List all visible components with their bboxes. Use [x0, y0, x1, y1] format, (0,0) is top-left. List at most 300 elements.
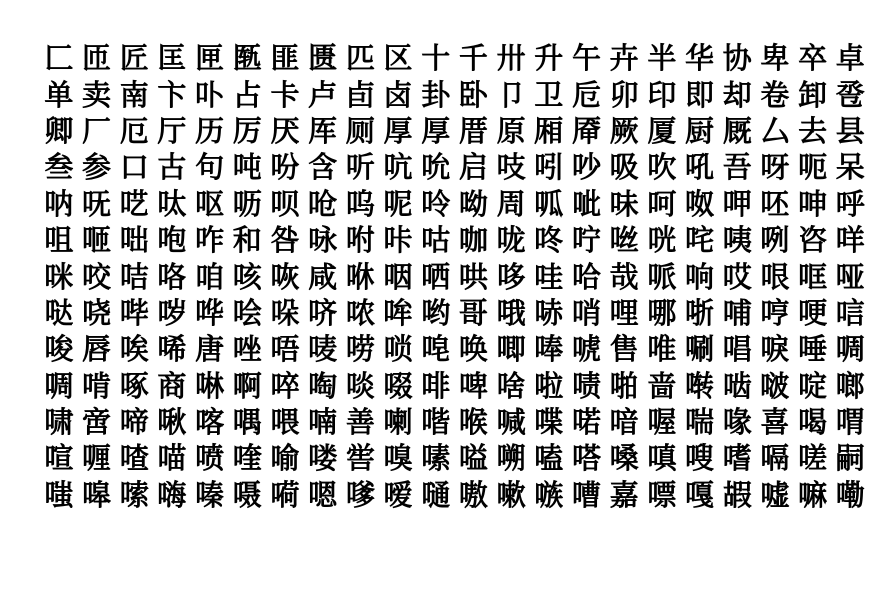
glyph-cell: 匣	[195, 41, 225, 76]
glyph-cell: 喁	[232, 405, 262, 440]
glyph-cell: 匝	[82, 41, 112, 76]
glyph-cell: 啁	[835, 332, 865, 367]
glyph-cell: 吩	[270, 150, 300, 185]
glyph-cell: 唆	[44, 332, 74, 367]
glyph-cell: 啵	[760, 368, 790, 403]
glyph-cell: 售	[609, 332, 639, 367]
glyph-cell: 嗌	[458, 441, 488, 476]
glyph-cell: 咄	[119, 223, 149, 258]
glyph-cell: 呃	[798, 150, 828, 185]
glyph-cell: 咨	[798, 223, 828, 258]
glyph-cell: 叁	[44, 150, 74, 185]
glyph-cell: 半	[647, 41, 677, 76]
glyph-cell: 哔	[119, 295, 149, 330]
glyph-cell: 嗖	[685, 441, 715, 476]
glyph-row	[40, 222, 865, 258]
glyph-cell: 啻	[82, 405, 112, 440]
glyph-cell: 厢	[534, 113, 564, 148]
glyph-cell: 嗓	[609, 441, 639, 476]
glyph-cell: 周	[496, 186, 526, 221]
glyph-cell: 咳	[232, 259, 262, 294]
glyph-cell: 呆	[835, 150, 865, 185]
glyph-cell: 唛	[308, 332, 338, 367]
glyph-cell: 味	[609, 186, 639, 221]
glyph-cell: 喷	[195, 441, 225, 476]
glyph-row	[40, 76, 865, 112]
glyph-cell: 匹	[345, 41, 375, 76]
glyph-cell: 哼	[760, 295, 790, 330]
glyph-cell: 咣	[647, 223, 677, 258]
glyph-cell: 呕	[195, 186, 225, 221]
glyph-cell: 呤	[421, 186, 451, 221]
glyph-cell: 卢	[308, 77, 338, 112]
glyph-cell: 千	[458, 41, 488, 76]
glyph-cell: 咙	[496, 223, 526, 258]
glyph-cell: 唣	[421, 332, 451, 367]
glyph-cell: 原	[496, 113, 526, 148]
glyph-cell: 咛	[571, 223, 601, 258]
glyph-cell: 卡	[270, 77, 300, 112]
glyph-row	[40, 440, 865, 476]
glyph-row	[40, 258, 865, 294]
glyph-cell: 啊	[232, 368, 262, 403]
glyph-cell: 嘏	[722, 477, 752, 512]
glyph-cell: 唑	[232, 332, 262, 367]
glyph-cell: 匠	[119, 41, 149, 76]
glyph-cell: 哧	[534, 295, 564, 330]
glyph-cell: 呵	[647, 186, 677, 221]
glyph-cell: 喔	[647, 405, 677, 440]
glyph-cell: 匡	[157, 41, 187, 76]
glyph-cell: 卧	[458, 77, 488, 112]
glyph-cell: 呱	[534, 186, 564, 221]
glyph-cell: 呲	[571, 186, 601, 221]
glyph-cell: 哚	[270, 295, 300, 330]
glyph-cell: 咬	[82, 259, 112, 294]
glyph-cell: 喟	[835, 405, 865, 440]
glyph-row	[40, 404, 865, 440]
glyph-cell: 厦	[647, 113, 677, 148]
glyph-cell: 唢	[383, 332, 413, 367]
glyph-cell: 嗣	[835, 441, 865, 476]
glyph-row	[40, 331, 865, 367]
glyph-cell: 啪	[609, 368, 639, 403]
glyph-cell: 咏	[308, 223, 338, 258]
glyph-cell: 嗵	[421, 477, 451, 512]
glyph-cell: 咩	[835, 223, 865, 258]
glyph-cell: 匪	[270, 41, 300, 76]
glyph-cell: 去	[798, 113, 828, 148]
glyph-cell: 卓	[835, 41, 865, 76]
glyph-cell: 喀	[195, 405, 225, 440]
glyph-cell: 啕	[308, 368, 338, 403]
glyph-cell: 卞	[157, 77, 187, 112]
glyph-cell: 咸	[308, 259, 338, 294]
glyph-cell: 哙	[232, 295, 262, 330]
glyph-cell: 厄	[119, 113, 149, 148]
glyph-cell: 匦	[232, 41, 262, 76]
glyph-cell: 哨	[571, 295, 601, 330]
glyph-cell: 啖	[345, 368, 375, 403]
glyph-cell: 含	[308, 150, 338, 185]
glyph-cell: 哗	[195, 295, 225, 330]
glyph-cell: 喈	[421, 405, 451, 440]
glyph-cell: 呀	[760, 150, 790, 185]
glyph-cell: 啶	[798, 368, 828, 403]
glyph-cell: 啜	[383, 368, 413, 403]
glyph-row	[40, 113, 865, 149]
glyph-cell: 卿	[44, 113, 74, 148]
glyph-cell: 喜	[760, 405, 790, 440]
glyph-cell: 呓	[119, 186, 149, 221]
glyph-cell: 厣	[571, 113, 601, 148]
glyph-cell: 唪	[534, 332, 564, 367]
glyph-cell: 卉	[609, 41, 639, 76]
glyph-cell: 吹	[647, 150, 677, 185]
glyph-cell: 协	[722, 41, 752, 76]
glyph-cell: 哝	[345, 295, 375, 330]
glyph-cell: 吱	[496, 150, 526, 185]
glyph-cell: 唤	[458, 332, 488, 367]
glyph-cell: 咚	[534, 223, 564, 258]
glyph-cell: 厶	[760, 113, 790, 148]
glyph-cell: 吮	[421, 150, 451, 185]
glyph-cell: 喵	[157, 441, 187, 476]
glyph-cell: 咐	[345, 223, 375, 258]
glyph-cell: 啼	[119, 405, 149, 440]
glyph-cell: 卣	[345, 77, 375, 112]
glyph-cell: 嘈	[571, 477, 601, 512]
glyph-cell: 哥	[458, 295, 488, 330]
glyph-cell: 喋	[534, 405, 564, 440]
glyph-cell: 却	[722, 77, 752, 112]
glyph-cell: 咤	[685, 223, 715, 258]
glyph-cell: 啬	[647, 368, 677, 403]
glyph-cell: 嘛	[798, 477, 828, 512]
glyph-cell: 哐	[798, 259, 828, 294]
glyph-cell: 咽	[383, 259, 413, 294]
glyph-cell: 呔	[157, 186, 187, 221]
glyph-cell: 咕	[421, 223, 451, 258]
glyph-cell: 厂	[82, 113, 112, 148]
glyph-cell: 卮	[571, 77, 601, 112]
glyph-cell: 咖	[458, 223, 488, 258]
glyph-cell: 厅	[157, 113, 187, 148]
glyph-cell: 嗳	[383, 477, 413, 512]
glyph-cell: 啃	[82, 368, 112, 403]
glyph-cell: 唉	[119, 332, 149, 367]
glyph-cell: 咔	[383, 223, 413, 258]
glyph-cell: 南	[119, 77, 149, 112]
glyph-cell: 啄	[119, 368, 149, 403]
glyph-cell: 喏	[571, 405, 601, 440]
glyph-cell: 咀	[44, 223, 74, 258]
glyph-cell: 咆	[157, 223, 187, 258]
glyph-cell: 哩	[609, 295, 639, 330]
glyph-cell: 嘉	[609, 477, 639, 512]
glyph-cell: 卖	[82, 77, 112, 112]
glyph-cell: 啮	[722, 368, 752, 403]
glyph-cell: 呻	[798, 186, 828, 221]
glyph-cell: 华	[685, 41, 715, 76]
glyph-cell: 哦	[496, 295, 526, 330]
glyph-cell: 吾	[722, 150, 752, 185]
glyph-cell: 嘎	[685, 477, 715, 512]
glyph-cell: 喳	[119, 441, 149, 476]
glyph-cell: 喝	[798, 405, 828, 440]
glyph-cell: 嗯	[308, 477, 338, 512]
glyph-cell: 呶	[685, 186, 715, 221]
glyph-cell: 卟	[195, 77, 225, 112]
glyph-cell: 唬	[571, 332, 601, 367]
glyph-cell: 卯	[609, 77, 639, 112]
glyph-cell: 哂	[421, 259, 451, 294]
glyph-cell: 唧	[496, 332, 526, 367]
glyph-cell: 嗨	[157, 477, 187, 512]
glyph-cell: 唇	[82, 332, 112, 367]
glyph-cell: 呸	[760, 186, 790, 221]
glyph-cell: 啤	[458, 368, 488, 403]
glyph-cell: 卺	[835, 77, 865, 112]
glyph-cell: 卸	[798, 77, 828, 112]
glyph-cell: 升	[534, 41, 564, 76]
glyph-row	[40, 186, 865, 222]
glyph-cell: 咝	[609, 223, 639, 258]
glyph-cell: 参	[82, 150, 112, 185]
glyph-cell: 匮	[308, 41, 338, 76]
glyph-cell: 呷	[722, 186, 752, 221]
glyph-cell: 午	[571, 41, 601, 76]
glyph-cell: 占	[232, 77, 262, 112]
glyph-cell: 哽	[798, 295, 828, 330]
glyph-cell: 喊	[496, 405, 526, 440]
glyph-cell: 吵	[571, 150, 601, 185]
glyph-cell: 嗾	[534, 477, 564, 512]
glyph-cell: 哪	[647, 295, 677, 330]
glyph-cell: 啷	[835, 368, 865, 403]
glyph-cell: 哉	[609, 259, 639, 294]
glyph-cell: 吭	[383, 150, 413, 185]
glyph-cell: 厨	[685, 113, 715, 148]
glyph-cell: 啐	[270, 368, 300, 403]
glyph-cell: 啥	[496, 368, 526, 403]
glyph-cell: 口	[119, 150, 149, 185]
glyph-cell: 厩	[722, 113, 752, 148]
glyph-cell: 嗥	[82, 477, 112, 512]
glyph-cell: 呐	[44, 186, 74, 221]
glyph-cell: 启	[458, 150, 488, 185]
glyph-cell: 商	[157, 368, 187, 403]
glyph-cell: 哟	[421, 295, 451, 330]
glyph-cell: 嗔	[647, 441, 677, 476]
glyph-cell: 厝	[458, 113, 488, 148]
glyph-cell: 卩	[496, 77, 526, 112]
glyph-cell: 咱	[195, 259, 225, 294]
glyph-cell: 咂	[82, 223, 112, 258]
glyph-cell: 呒	[82, 186, 112, 221]
glyph-cell: 喃	[308, 405, 338, 440]
glyph-cell: 吸	[609, 150, 639, 185]
glyph-cell: 啭	[685, 368, 715, 403]
glyph-cell: 卤	[383, 77, 413, 112]
glyph-cell: 厉	[232, 113, 262, 148]
glyph-cell: 哎	[722, 259, 752, 294]
glyph-cell: 印	[647, 77, 677, 112]
glyph-cell: 喽	[308, 441, 338, 476]
glyph-cell: 卅	[496, 41, 526, 76]
glyph-cell: 厚	[383, 113, 413, 148]
character-specimen-sheet	[40, 40, 865, 513]
glyph-cell: 唯	[647, 332, 677, 367]
glyph-cell: 咪	[44, 259, 74, 294]
glyph-cell: 喑	[609, 405, 639, 440]
glyph-cell: 哑	[835, 259, 865, 294]
glyph-cell: 啉	[195, 368, 225, 403]
glyph-cell: 哒	[44, 295, 74, 330]
glyph-cell: 匚	[44, 41, 74, 76]
glyph-cell: 单	[44, 77, 74, 112]
glyph-cell: 哌	[647, 259, 677, 294]
glyph-cell: 嗟	[798, 441, 828, 476]
glyph-cell: 嗲	[345, 477, 375, 512]
glyph-cell: 嗑	[534, 441, 564, 476]
glyph-cell: 县	[835, 113, 865, 148]
glyph-cell: 唁	[835, 295, 865, 330]
glyph-cell: 哇	[534, 259, 564, 294]
glyph-cell: 嗷	[458, 477, 488, 512]
glyph-cell: 嗅	[383, 441, 413, 476]
glyph-cell: 喱	[82, 441, 112, 476]
glyph-cell: 吨	[232, 150, 262, 185]
glyph-cell: 唐	[195, 332, 225, 367]
glyph-cell: 卦	[421, 77, 451, 112]
glyph-cell: 喘	[685, 405, 715, 440]
glyph-cell: 咯	[157, 259, 187, 294]
glyph-cell: 嗫	[232, 477, 262, 512]
glyph-cell: 嗦	[119, 477, 149, 512]
glyph-cell: 哈	[571, 259, 601, 294]
glyph-cell: 哜	[308, 295, 338, 330]
glyph-cell: 唾	[798, 332, 828, 367]
glyph-cell: 听	[345, 150, 375, 185]
glyph-cell: 呼	[835, 186, 865, 221]
glyph-cell: 呖	[232, 186, 262, 221]
glyph-cell: 卷	[760, 77, 790, 112]
glyph-cell: 唰	[685, 332, 715, 367]
glyph-row	[40, 149, 865, 185]
glyph-cell: 呜	[345, 186, 375, 221]
glyph-cell: 唠	[345, 332, 375, 367]
glyph-row	[40, 477, 865, 513]
glyph-cell: 咦	[722, 223, 752, 258]
glyph-cell: 喻	[270, 441, 300, 476]
glyph-cell: 喧	[44, 441, 74, 476]
glyph-cell: 喂	[270, 405, 300, 440]
glyph-cell: 喹	[232, 441, 262, 476]
glyph-cell: 喉	[458, 405, 488, 440]
glyph-cell: 善	[345, 405, 375, 440]
glyph-cell: 咴	[270, 259, 300, 294]
glyph-cell: 啁	[44, 368, 74, 403]
glyph-cell: 唳	[760, 332, 790, 367]
glyph-cell: 嗜	[722, 441, 752, 476]
glyph-cell: 咭	[119, 259, 149, 294]
glyph-cell: 古	[157, 150, 187, 185]
glyph-cell: 嗒	[571, 441, 601, 476]
glyph-cell: 啦	[534, 368, 564, 403]
glyph-row	[40, 40, 865, 76]
glyph-cell: 嗪	[195, 477, 225, 512]
glyph-row	[40, 295, 865, 331]
glyph-cell: 嗉	[421, 441, 451, 476]
glyph-cell: 呦	[458, 186, 488, 221]
glyph-cell: 嘌	[647, 477, 677, 512]
glyph-cell: 哓	[82, 295, 112, 330]
glyph-cell: 嘘	[760, 477, 790, 512]
glyph-cell: 喇	[383, 405, 413, 440]
glyph-cell: 厍	[308, 113, 338, 148]
glyph-cell: 厕	[345, 113, 375, 148]
glyph-cell: 哕	[157, 295, 187, 330]
glyph-cell: 区	[383, 41, 413, 76]
glyph-cell: 响	[685, 259, 715, 294]
glyph-cell: 哏	[760, 259, 790, 294]
glyph-cell: 喾	[345, 441, 375, 476]
glyph-cell: 嘞	[835, 477, 865, 512]
glyph-row	[40, 368, 865, 404]
glyph-cell: 咋	[195, 223, 225, 258]
glyph-cell: 唱	[722, 332, 752, 367]
glyph-cell: 哄	[458, 259, 488, 294]
glyph-cell: 啾	[157, 405, 187, 440]
glyph-cell: 呗	[270, 186, 300, 221]
glyph-cell: 句	[195, 150, 225, 185]
glyph-cell: 咎	[270, 223, 300, 258]
glyph-cell: 哺	[722, 295, 752, 330]
glyph-cell: 吲	[534, 150, 564, 185]
glyph-cell: 唏	[157, 332, 187, 367]
glyph-cell: 啡	[421, 368, 451, 403]
glyph-cell: 厥	[609, 113, 639, 148]
glyph-cell: 嗬	[270, 477, 300, 512]
glyph-cell: 哞	[383, 295, 413, 330]
glyph-cell: 厚	[421, 113, 451, 148]
glyph-cell: 嗝	[760, 441, 790, 476]
glyph-cell: 哳	[685, 295, 715, 330]
glyph-cell: 十	[421, 41, 451, 76]
glyph-cell: 喙	[722, 405, 752, 440]
glyph-cell: 卑	[760, 41, 790, 76]
glyph-cell: 咻	[345, 259, 375, 294]
glyph-cell: 和	[232, 223, 262, 258]
glyph-cell: 厌	[270, 113, 300, 148]
glyph-cell: 嗤	[44, 477, 74, 512]
glyph-cell: 唔	[270, 332, 300, 367]
glyph-cell: 哆	[496, 259, 526, 294]
glyph-cell: 历	[195, 113, 225, 148]
glyph-cell: 啧	[571, 368, 601, 403]
glyph-cell: 啸	[44, 405, 74, 440]
glyph-cell: 卒	[798, 41, 828, 76]
glyph-cell: 卫	[534, 77, 564, 112]
glyph-cell: 嗽	[496, 477, 526, 512]
glyph-cell: 呢	[383, 186, 413, 221]
glyph-cell: 咧	[760, 223, 790, 258]
glyph-cell: 呛	[308, 186, 338, 221]
glyph-cell: 吼	[685, 150, 715, 185]
glyph-cell: 嗍	[496, 441, 526, 476]
glyph-cell: 即	[685, 77, 715, 112]
